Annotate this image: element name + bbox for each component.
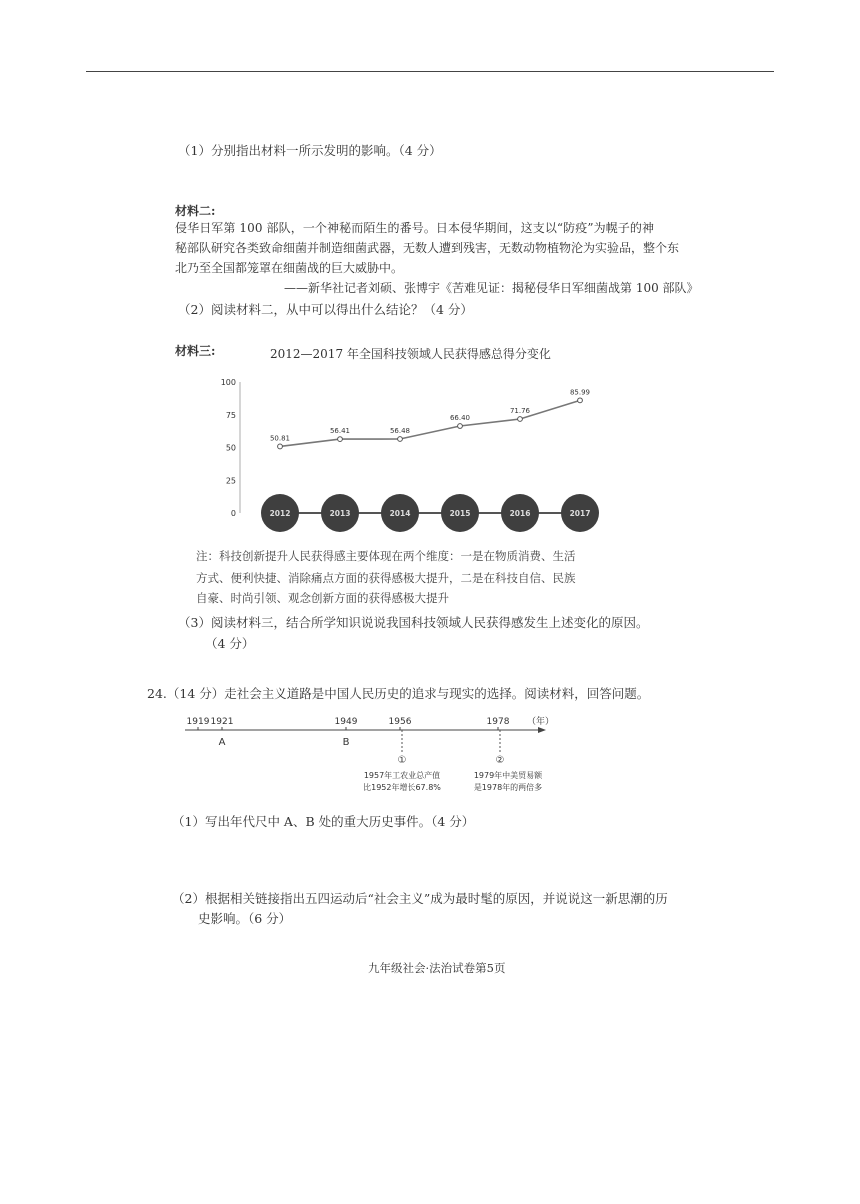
material-3-label: 材料三: xyxy=(175,344,216,358)
data-point xyxy=(458,424,463,429)
x-tick-label: 2017 xyxy=(569,509,591,518)
y-tick-label: 25 xyxy=(225,476,236,486)
timeline xyxy=(180,710,570,800)
data-point xyxy=(518,417,523,422)
data-label: 50.81 xyxy=(269,434,291,443)
chart-title: 2012—2017 年全国科技领域人民获得感总得分变化 xyxy=(270,347,551,361)
line-chart xyxy=(200,370,620,540)
event-note: 1979年中美贸易额 xyxy=(473,771,543,780)
question-24-2: （2）根据相关链接指出五四运动后“社会主义”成为最时髦的原因，并说说这一新思潮的历 xyxy=(172,891,668,906)
timeline-arrow xyxy=(538,727,546,733)
x-tick-label: 2012 xyxy=(269,509,291,518)
question-3: （3）阅读材料三，结合所学知识说说我国科技领域人民获得感发生上述变化的原因。 xyxy=(178,615,649,630)
data-label: 66.40 xyxy=(449,414,471,423)
y-tick-label: 50 xyxy=(225,443,236,453)
data-label: 56.48 xyxy=(389,427,411,436)
event-marker: ① xyxy=(397,755,407,766)
data-label: 85.99 xyxy=(569,388,591,397)
data-point xyxy=(338,437,343,442)
question-1: （1）分别指出材料一所示发明的影响。（4 分） xyxy=(178,143,442,158)
year-unit: （年） xyxy=(527,717,555,727)
material-2-line: 秘部队研究各类致命细菌并制造细菌武器，无数人遭到残害，无数动物植物沦为实验品，整个东 xyxy=(175,241,680,255)
material-2-line: 侵华日军第 100 部队，一个神秘而陌生的番号。日本侵华期间，这支以“防疫”为幌子的神 xyxy=(175,221,655,235)
x-tick-label: 2016 xyxy=(509,509,531,518)
header-rule xyxy=(86,71,774,72)
event-letter: B xyxy=(342,737,350,748)
data-point xyxy=(578,398,583,403)
year-label: 1956 xyxy=(388,717,412,727)
chart-note-line: 注：科技创新提升人民获得感主要体现在两个维度：一是在物质消费、生活 xyxy=(196,549,576,563)
y-tick-label: 0 xyxy=(230,509,236,518)
data-label: 56.41 xyxy=(329,427,351,436)
year-label: 1921 xyxy=(210,717,234,727)
page-footer: 九年级社会·法治试卷第5页 xyxy=(368,961,506,975)
question-3-points: （4 分） xyxy=(205,636,255,651)
event-note: 比1952年增长67.8% xyxy=(363,783,441,792)
chart-note-line: 自豪、时尚引领、观念创新方面的获得感极大提升 xyxy=(196,591,449,605)
material-2-label: 材料二: xyxy=(175,204,216,218)
question-24: 24.（14 分）走社会主义道路是中国人民历史的追求与现实的选择。阅读材料，回答问题。 xyxy=(147,686,650,701)
year-label: 1949 xyxy=(334,717,358,727)
material-2-line: 北乃至全国都笼罩在细菌战的巨大威胁中。 xyxy=(175,261,404,275)
event-letter: A xyxy=(218,737,226,748)
data-label: 71.76 xyxy=(509,406,531,415)
event-marker: ② xyxy=(495,755,505,766)
data-point xyxy=(398,437,403,442)
year-label: 1978 xyxy=(486,717,510,727)
material-2-source: ——新华社记者刘硕、张博宇《苦难见证：揭秘侵华日军细菌战第 100 部队》 xyxy=(284,281,699,295)
question-24-2-cont: 史影响。（6 分） xyxy=(198,911,292,926)
y-tick-label: 75 xyxy=(225,410,236,420)
question-24-1: （1）写出年代尺中 A、B 处的重大历史事件。（4 分） xyxy=(172,814,475,829)
year-label: 1919 xyxy=(186,717,210,727)
x-tick-label: 2014 xyxy=(389,509,411,518)
series-line xyxy=(280,400,580,446)
y-tick-label: 100 xyxy=(220,378,236,387)
x-tick-label: 2015 xyxy=(449,509,471,518)
question-2: （2）阅读材料二，从中可以得出什么结论？（4 分） xyxy=(178,302,473,317)
x-tick-label: 2013 xyxy=(329,509,351,518)
event-note: 1957年工农业总产值 xyxy=(363,771,441,780)
event-note: 是1978年的两倍多 xyxy=(473,783,543,792)
chart-note-line: 方式、便利快捷、消除痛点方面的获得感极大提升，二是在科技自信、民族 xyxy=(196,571,576,585)
data-point xyxy=(278,444,283,449)
